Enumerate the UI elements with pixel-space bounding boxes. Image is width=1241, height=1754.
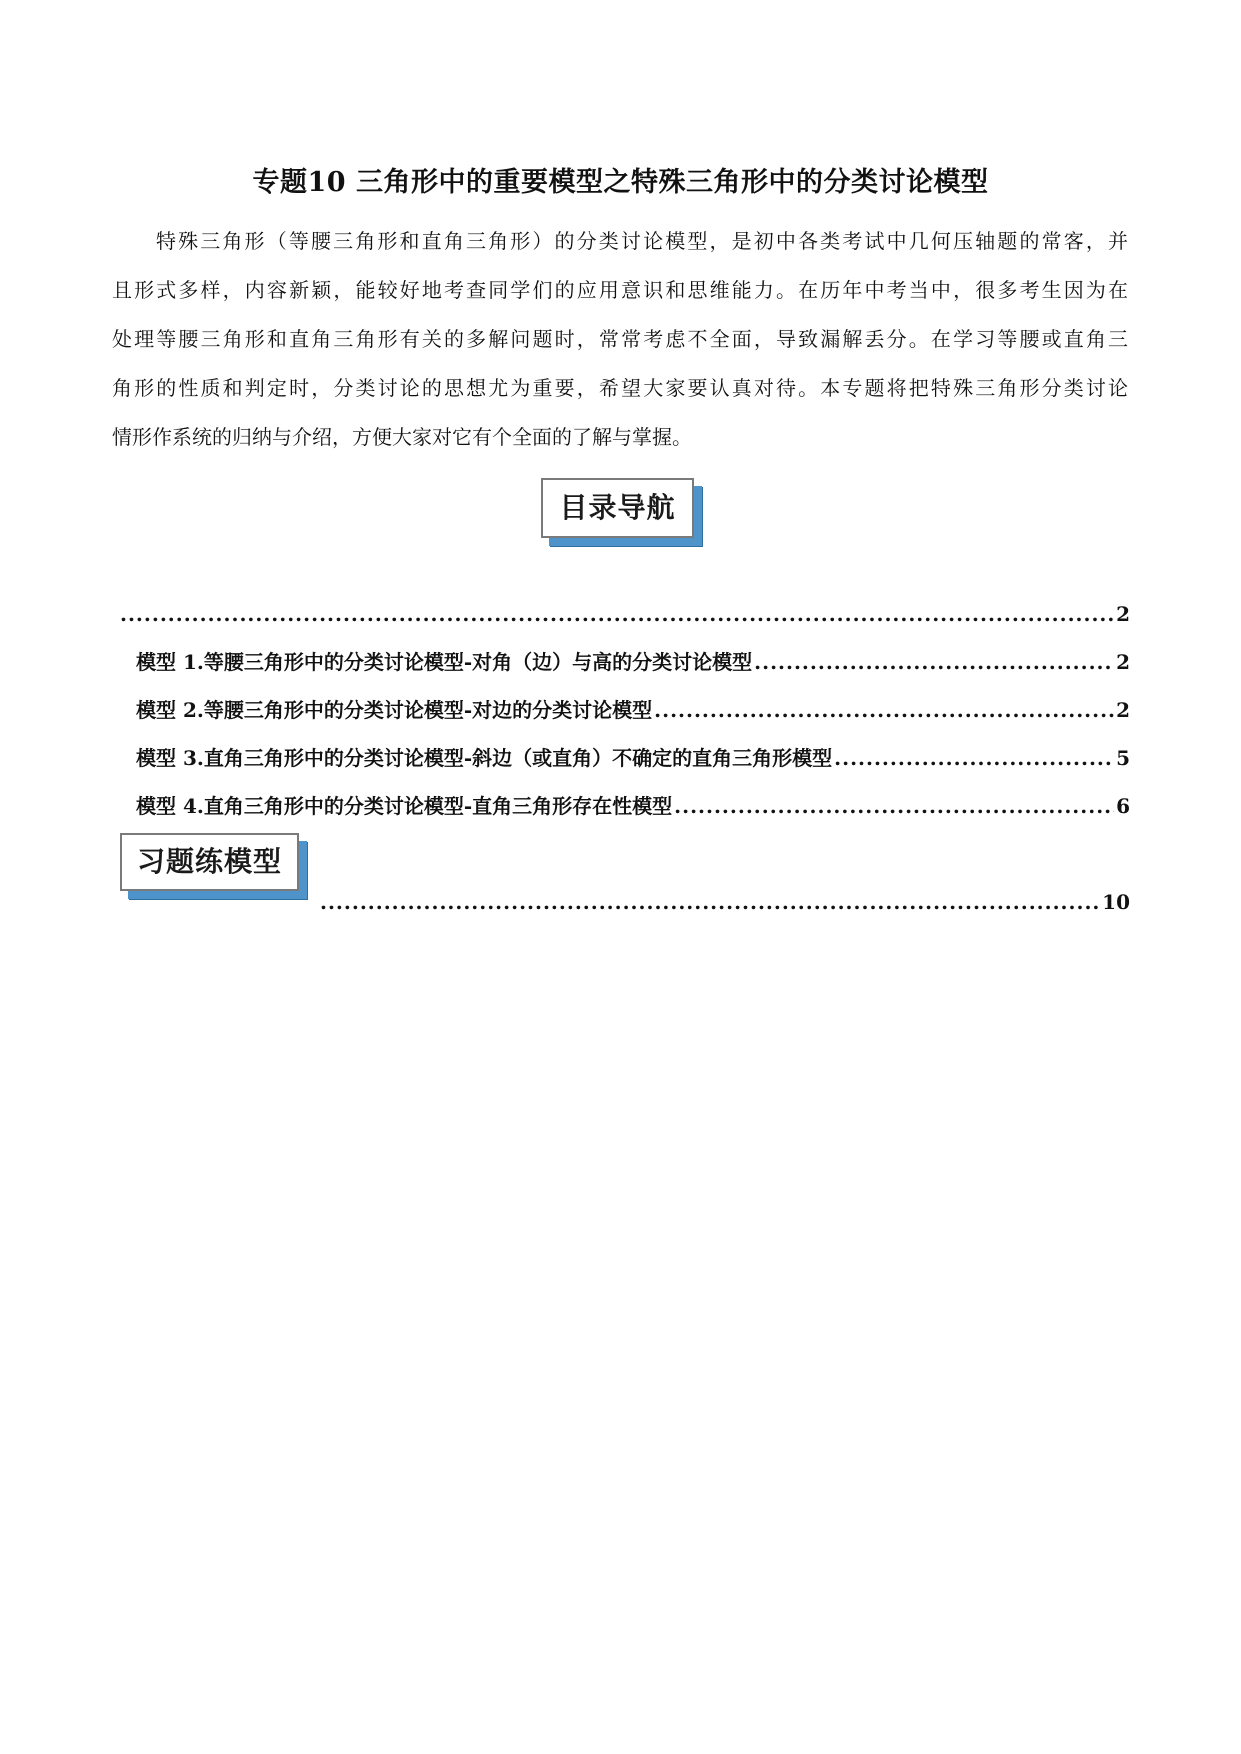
toc-entry[interactable]: [118, 782, 1130, 830]
practice-page: 10: [1102, 890, 1130, 914]
intro-line: 且形式多样，内容新颖，能较好地考查同学们的应用意识和思维能力。在历年中考当中，很多考生因为在: [112, 278, 1128, 302]
toc-entry-page: 6: [1116, 794, 1130, 818]
toc-heading-badge: 目录导航: [541, 478, 694, 538]
intro-line: 特殊三角形（等腰三角形和直角三角形）的分类讨论模型，是初中各类考试中几何压轴题的常客，并: [156, 229, 1128, 253]
toc-entry-page: 2: [1116, 602, 1130, 626]
toc-entry-label: 模型 2.等腰三角形中的分类讨论模型-对边的分类讨论模型: [136, 698, 653, 722]
toc-dot-leader: [654, 686, 1114, 734]
table-of-contents: [118, 590, 1130, 830]
page-title: 专题10 三角形中的重要模型之特殊三角形中的分类讨论模型: [252, 167, 989, 198]
toc-dot-leader: [834, 734, 1114, 782]
toc-entry[interactable]: [118, 734, 1130, 782]
practice-heading-badge: 习题练模型: [120, 833, 299, 891]
toc-entry[interactable]: [118, 638, 1130, 686]
toc-entry-page: 5: [1116, 746, 1130, 770]
toc-dot-leader: [754, 638, 1114, 686]
intro-line: 处理等腰三角形和直角三角形有关的多解问题时，常常考虑不全面，导致漏解丢分。在学习等腰或直角三: [112, 327, 1128, 351]
toc-dot-leader: [120, 590, 1114, 638]
toc-entry-page: 2: [1116, 698, 1130, 722]
toc-dot-leader: [320, 882, 1100, 922]
intro-line: 情形作系统的归纳与介绍，方便大家对它有个全面的了解与掌握。: [112, 425, 692, 449]
intro-paragraph: [112, 222, 1128, 467]
toc-dot-leader: [674, 782, 1114, 830]
toc-entry[interactable]: [118, 590, 1130, 638]
intro-line: 角形的性质和判定时，分类讨论的思想尤为重要，希望大家要认真对待。本专题将把特殊三角形分类讨论: [112, 376, 1128, 400]
toc-entry-label: 模型 3.直角三角形中的分类讨论模型-斜边（或直角）不确定的直角三角形模型: [136, 746, 833, 770]
toc-entry-label: 模型 4.直角三角形中的分类讨论模型-直角三角形存在性模型: [136, 794, 673, 818]
toc-entry-label: 模型 1.等腰三角形中的分类讨论模型-对角（边）与高的分类讨论模型: [136, 650, 753, 674]
practice-toc-entry[interactable]: [318, 882, 1130, 922]
toc-entry-page: 2: [1116, 650, 1130, 674]
toc-entry[interactable]: [118, 686, 1130, 734]
